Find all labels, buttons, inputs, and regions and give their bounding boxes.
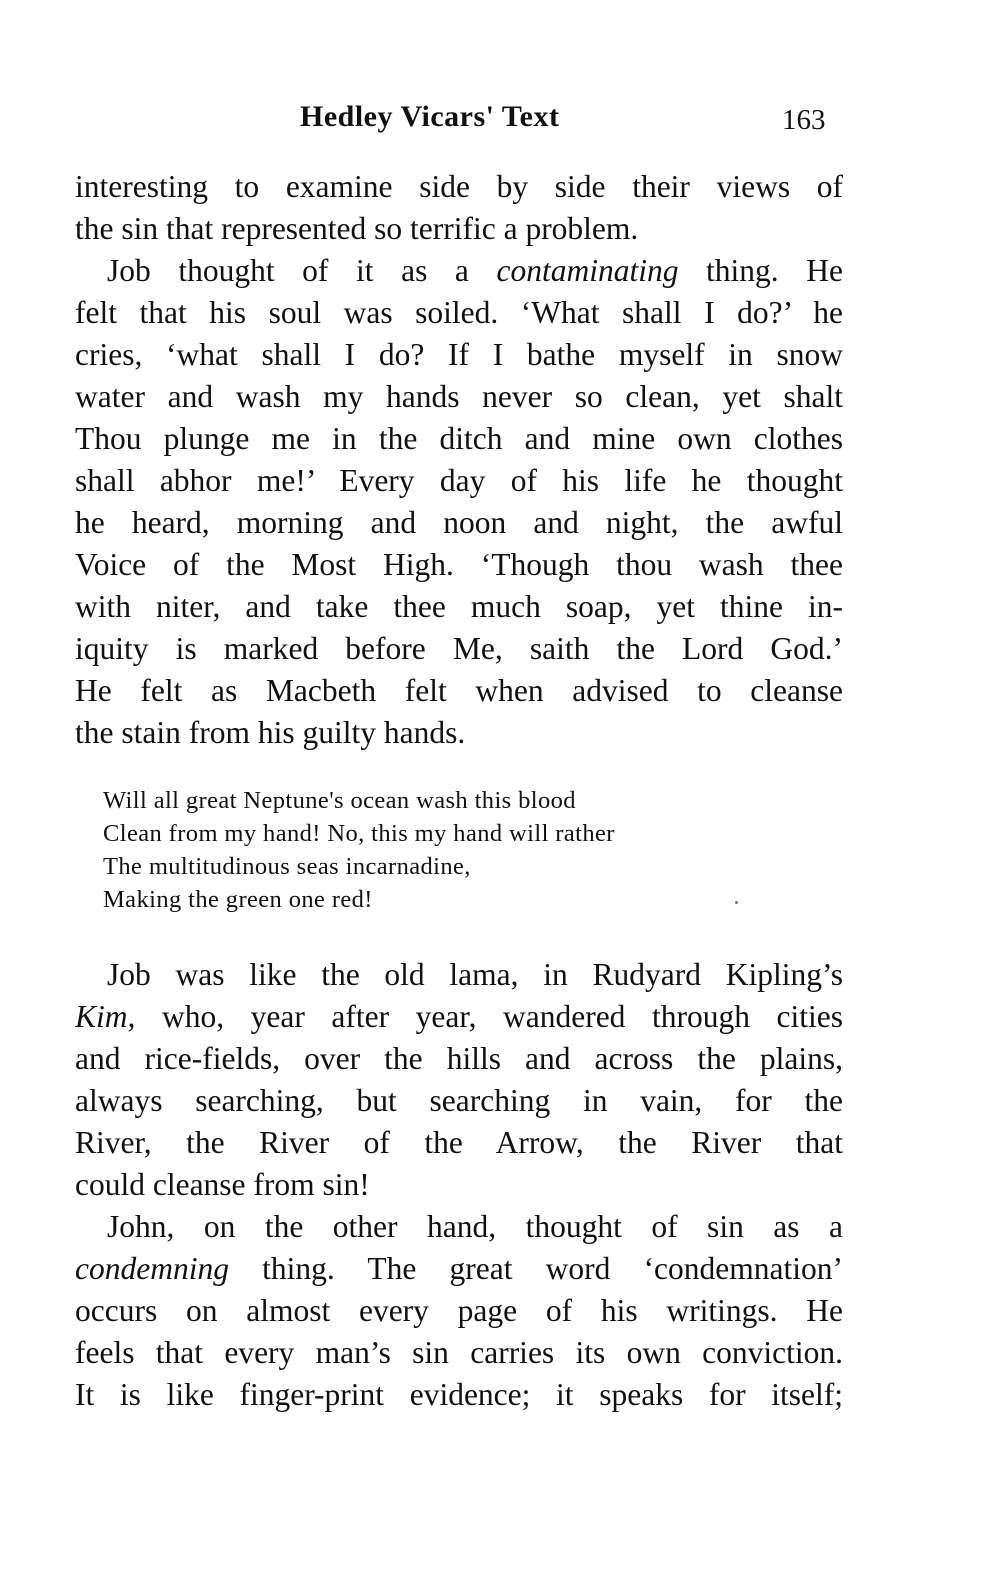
verse-line: Making the green one red! bbox=[103, 886, 373, 913]
emphasis-condemning: condemning bbox=[75, 1251, 229, 1286]
text-line: He felt as Macbeth felt when advised to cleanse bbox=[75, 673, 843, 708]
text-line: felt that his soul was soiled. ‘What shall I do?’ he bbox=[75, 295, 843, 330]
text-line: could cleanse from sin! bbox=[75, 1167, 370, 1202]
text-line: Thou plunge me in the ditch and mine own clothes bbox=[75, 421, 843, 456]
emphasis-kim: Kim, bbox=[75, 999, 136, 1034]
text-line: shall abhor me!’ Every day of his life he thought bbox=[75, 463, 843, 498]
running-head bbox=[0, 100, 1000, 140]
text-line: River, the River of the Arrow, the River that bbox=[75, 1125, 843, 1160]
verse-line: Clean from my hand! No, this my hand will rather bbox=[103, 820, 615, 847]
text-line: It is like finger-print evidence; it speaks for itself; bbox=[75, 1377, 843, 1412]
print-speck bbox=[735, 901, 738, 904]
text-line: the sin that represented so terrific a problem. bbox=[75, 211, 639, 246]
paragraph-block-top bbox=[75, 166, 843, 754]
text-line: condemning thing. The great word ‘condemnation’ bbox=[75, 1251, 843, 1286]
text-line: interesting to examine side by side their views of bbox=[75, 169, 843, 204]
text-line: Kim, who, year after year, wandered through cities bbox=[75, 999, 843, 1034]
verse-line: Will all great Neptune's ocean wash this blood bbox=[103, 787, 576, 814]
text-line: feels that every man’s sin carries its own conviction. bbox=[75, 1335, 843, 1370]
text-line: Voice of the Most High. ‘Though thou wash thee bbox=[75, 547, 843, 582]
running-title: Hedley Vicars' Text bbox=[300, 100, 560, 133]
page-number: 163 bbox=[782, 104, 826, 136]
text-line: cries, ‘what shall I do? If I bathe myself in snow bbox=[75, 337, 843, 372]
text-line: John, on the other hand, thought of sin as a bbox=[107, 1209, 843, 1244]
text-line: always searching, but searching in vain, for the bbox=[75, 1083, 843, 1118]
text-line: he heard, morning and noon and night, the awful bbox=[75, 505, 843, 540]
verse-quotation bbox=[103, 784, 823, 916]
text-line: Job was like the old lama, in Rudyard Kipling’s bbox=[107, 957, 843, 992]
text-line: water and wash my hands never so clean, yet shalt bbox=[75, 379, 843, 414]
text-line: with niter, and take thee much soap, yet thine in- bbox=[75, 589, 843, 624]
emphasis-contaminating: contaminating bbox=[496, 253, 679, 288]
text-line: iquity is marked before Me, saith the Lord God.’ bbox=[75, 631, 843, 666]
text-line: Job thought of it as a contaminating thing. He bbox=[107, 253, 843, 288]
text-line: occurs on almost every page of his writings. He bbox=[75, 1293, 843, 1328]
verse-line: The multitudinous seas incarnadine, bbox=[103, 853, 471, 880]
text-line: the stain from his guilty hands. bbox=[75, 715, 466, 750]
text-line: and rice-fields, over the hills and across the plains, bbox=[75, 1041, 843, 1076]
paragraph-block-bottom bbox=[75, 954, 843, 1416]
